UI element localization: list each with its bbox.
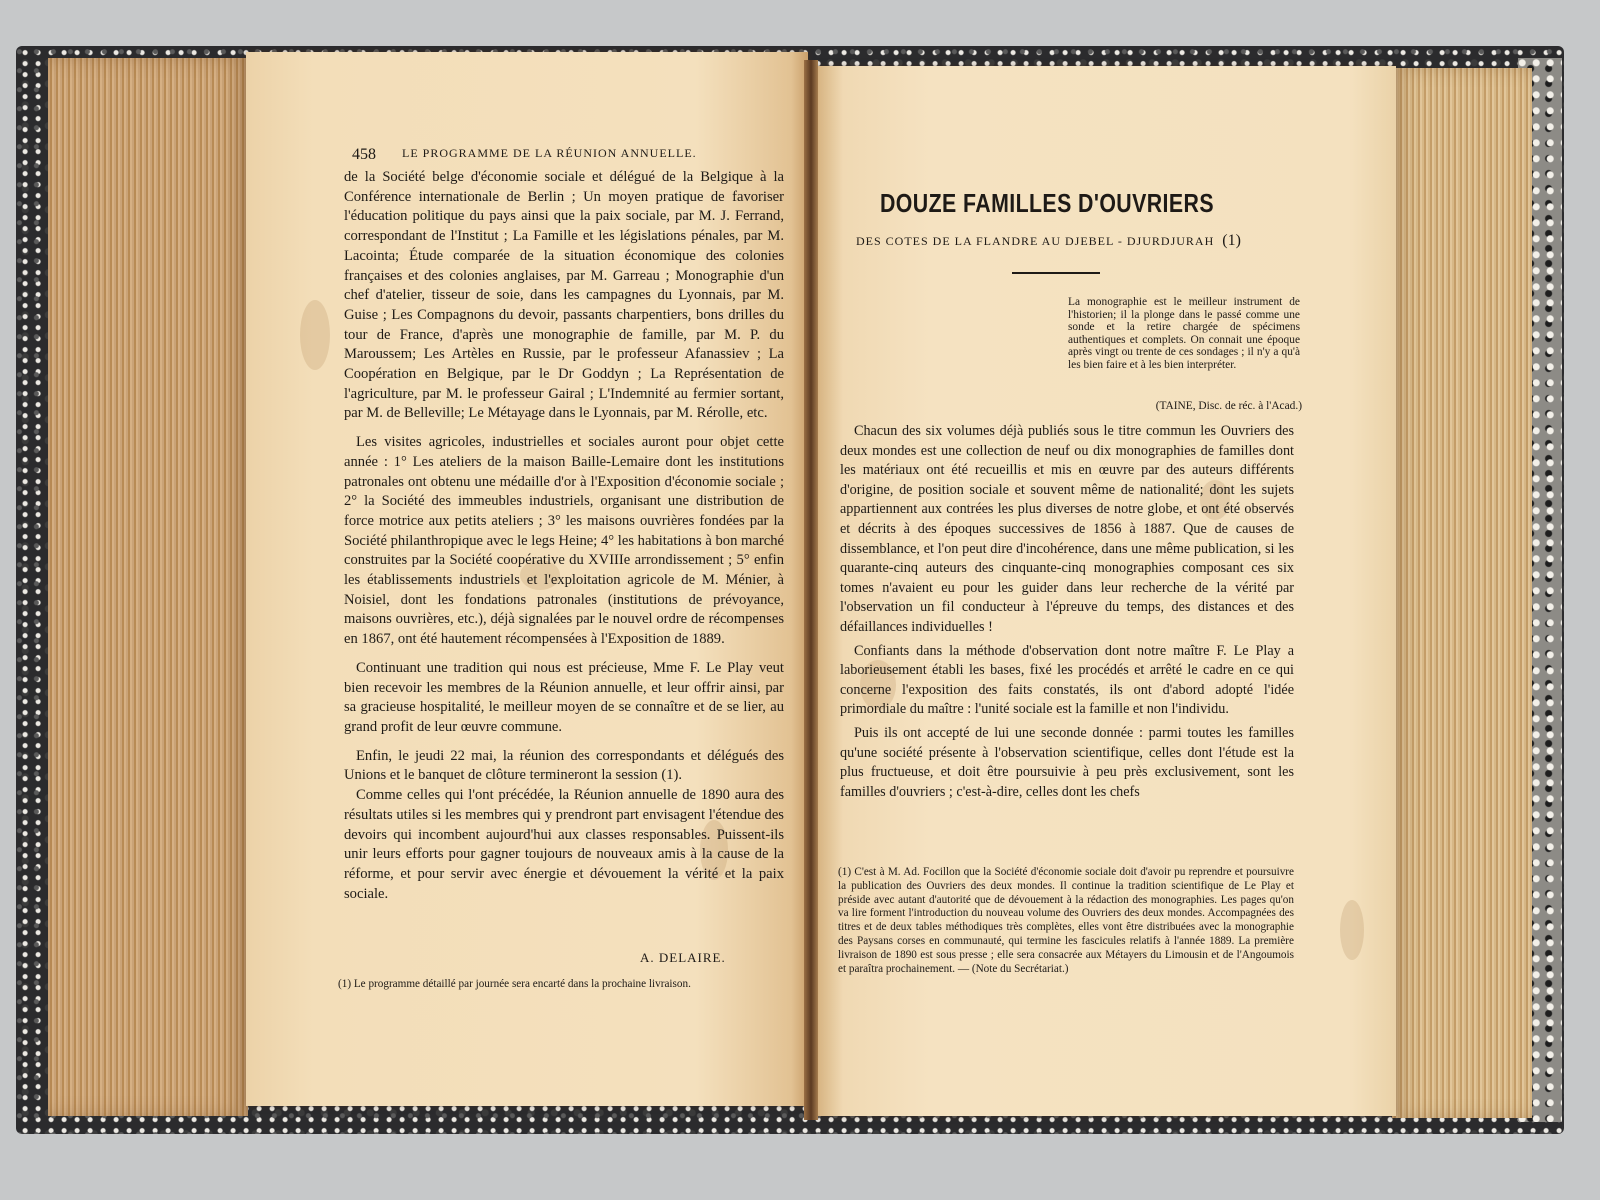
title-rule <box>1012 272 1100 274</box>
left-page-stack <box>48 58 248 1116</box>
epigraph-source: (TAINE, Disc. de réc. à l'Acad.) <box>1155 400 1302 412</box>
paragraph: Enfin, le jeudi 22 mai, la réunion des correspondants et délégués des Unions et le banquet de clôture termineront la session (1). <box>344 747 784 784</box>
left-body-text <box>344 168 784 913</box>
chapter-subtitle <box>856 232 1276 250</box>
paragraph: Puis ils ont accepté de lui une seconde donnée : parmi toutes les familles qu'une société présente à l'observation scientifique, celles dont l'étude est la plus fructueuse, et doit être poursuivie à peu près exclusivement, sont les familles d'ouvriers ; c'est-à-dire, celles dont les chefs <box>840 724 1294 800</box>
right-footnote: (1) C'est à M. Ad. Focillon que la Société d'économie sociale doit d'avoir pu reprendre et poursuivre la publication des Ouvriers des deux mondes. Il continue la tradition scientifique de Le Play et préside avec autant d'autorité que de dévouement à la rédaction des monographies. Les pages qu'on va lire forment l'introduction du nouveau volume des Ouvriers des deux mondes. Accompagnées des titres et de deux tables méthodiques très complètes, elles vont être distribuées avec la monographie des Paysans corses en communauté, qui termine les fascicules relatifs à l'année 1889. La première livraison de 1890 est sous presse ; elle sera consacrée aux Métayers du Limousin et de l'Angoumois et paraîtra prochainement. — (Note du Secrétariat.) <box>838 866 1294 975</box>
author-signature: A. DELAIRE. <box>640 950 726 965</box>
paragraph: Chacun des six volumes déjà publiés sous le titre commun les Ouvriers des deux mondes est une collection de neuf ou dix monographies de familles dont les matériaux ont été recueillis et mis en œuvre par des auteurs différents d'origine, de position sociale et souvent même de nationalité; dont les sujets appartiennent aux contrées les plus diverses de notre globe, et ont été observés et décrits à des époques successives de 1856 à 1887. Que de causes de dissemblance, et l'on peut dire d'incohérence, dans une même publication, si les quarante-cinq auteurs des cinquante-cinq monographies composant ces six tomes n'avaient eu pour les guider dans leur recherche de la vérité par l'observation un fil conducteur à l'épreuve du temps, des distances et des défaillances individuelles ! <box>840 423 1294 635</box>
paragraph: Continuant une tradition qui nous est précieuse, Mme F. Le Play veut bien recevoir les membres de la Réunion annuelle, et leur offrir ainsi, par sa gracieuse hospitalité, le meilleur moyen de se connaître et de se lier, au grand profit de leur œuvre commune. <box>344 659 784 735</box>
chapter-title: DOUZE FAMILLES D'OUVRIERS <box>880 188 1214 218</box>
epigraph: La monographie est le meilleur instrument de l'historien; il la plonge dans le passé comme une sonde et la retire chargée de spécimens authentiques et complets. On connait une époque après vingt ou trente de ces sondages ; il n'y a qu'à les bien faire et à les bien interpréter. <box>1068 296 1300 371</box>
footnote-marker: (1) <box>1222 232 1241 249</box>
right-body-text <box>840 422 1294 806</box>
paragraph: Confiants dans la méthode d'observation dont notre maître F. Le Play a laborieusement établi les bases, fixé les procédés et arrêté le cadre en ce qui concerne l'exposition des faits constatés, ils ont d'abord adopté l'idée primordiale du maître : l'unité sociale est la famille et non l'individu. <box>840 642 1294 718</box>
foxing-stain <box>300 300 330 370</box>
paragraph: Comme celles qui l'ont précédée, la Réunion annuelle de 1890 aura des résultats utiles si les membres qui y prendront part envisagent l'étendue des devoirs qui incombent aujourd'hui aux classes responsables. Puissent-ils unir leurs efforts pour gagner toujours de nouveaux amis à la cause de la réforme, et pour servir avec énergie et dévouement la vérité et la paix sociale. <box>344 787 784 902</box>
paragraph: Les visites agricoles, industrielles et sociales auront pour objet cette année : 1° Les ateliers de la maison Baille-Lemaire dont les institutions patronales ont obtenu une médaille d'or à l'Exposition d'économie sociale ; 2° la Société des immeubles industriels, organisant une distribution de force motrice aux petits ateliers ; 3° les maisons ouvrières fondées par la Société philanthropique avec le legs Heine; 4° les habitations à bon marché construites par la Société coopérative du XVIIIe arrondissement ; 5° enfin les établissements industriels et l'exploitation agricole de M. Ménier, à Noisiel, dont les fondations patronales (institutions de prévoyance, maisons ouvrières, etc.), déjà signalées par le nouvel ordre de récompenses en 1867, ont été hautement récompensées à l'Exposition de 1889. <box>344 434 784 648</box>
page-number: 458 <box>352 146 376 163</box>
left-running-head <box>352 146 782 164</box>
subtitle-text: DES COTES DE LA FLANDRE AU DJEBEL - DJURDJURAH <box>856 234 1215 248</box>
paragraph: de la Société belge d'économie sociale et délégué de la Belgique à la Conférence internationale de Berlin ; Un moyen pratique de favoriser l'éducation politique du pays ainsi que la paix sociale, par M. J. Ferrand, correspondant de l'Institut ; La Famille et les législations pénales, par M. Lacointa; Étude comparée de la situation économique des colonies françaises et des colonies anglaises, par M. Garreau ; Monographie d'un chef d'atelier, tisseur de soie, dans les campagnes du Lyonnais, par M. Guise ; Les Compagnons du devoir, passants charpentiers, bons drilles du tour de France, d'après une monographie de famille, par M. P. du Maroussem; Les Artèles en Russie, par le professeur Afanassiev ; La Coopération en Belgique, par le Dr Goddyn ; La Représentation de l'agriculture, par M. le professeur Gairal ; L'Indemnité au fermier sortant, par M. de Belleville; Le Métayage dans le Lyonnais, par M. Rérolle, etc. <box>344 169 784 422</box>
running-head-title: LE PROGRAMME DE LA RÉUNION ANNUELLE. <box>402 146 697 160</box>
right-page-stack <box>1392 68 1532 1118</box>
foxing-stain <box>1340 900 1364 960</box>
book-gutter <box>804 60 818 1120</box>
left-footnote: (1) Le programme détaillé par journée sera encarté dans la prochaine livraison. <box>338 978 691 990</box>
